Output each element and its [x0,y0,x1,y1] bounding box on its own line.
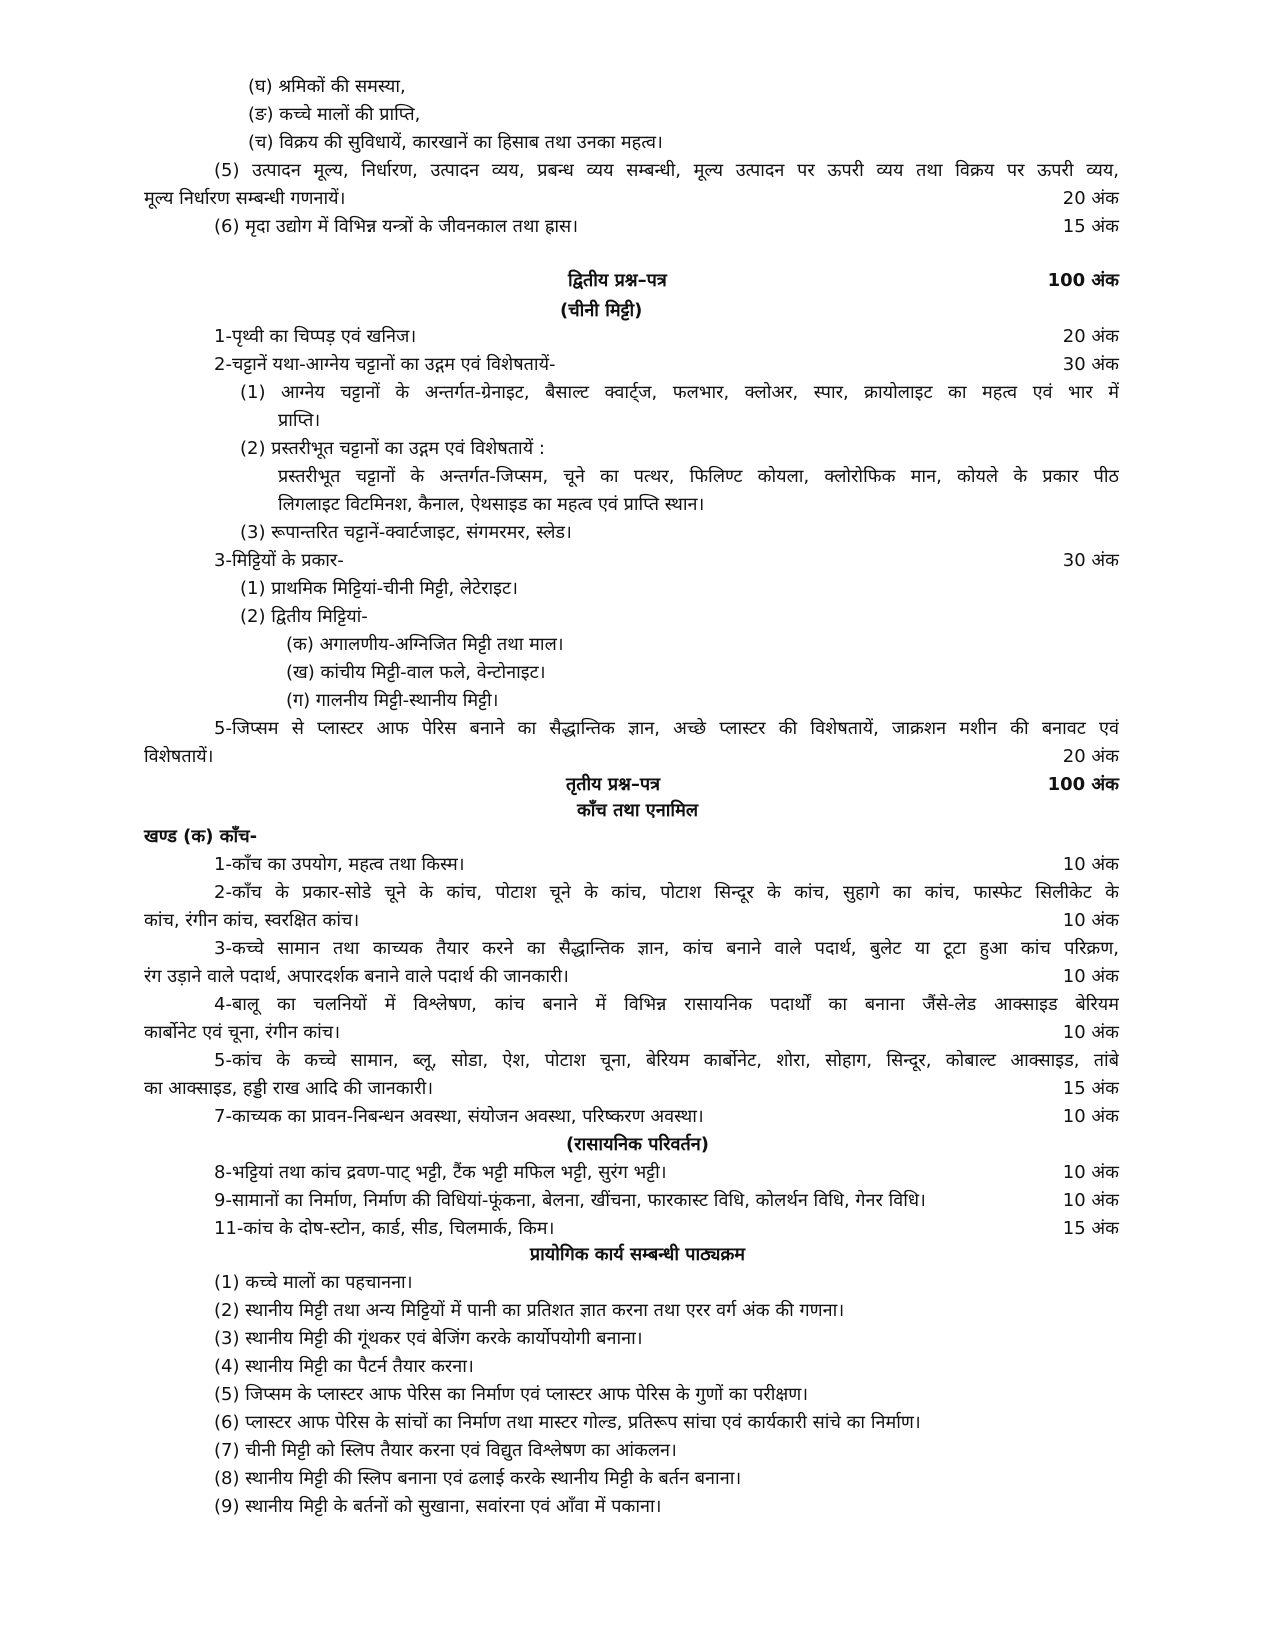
practical-item: (1) कच्चे मालों का पहचानना। [214,1272,413,1293]
p3-item-11: 11-कांच के दोष-स्टोन, कार्ड, सीड, चिलमार्क, किम। [214,1218,555,1239]
practical-item: (3) स्थानीय मिट्टी की गूंथकर एवं बेजिंग करके कार्योपयोगी बनाना। [214,1328,643,1349]
p2-item-1-marks: 20 अंक [1062,326,1119,347]
p3-item-9-marks: 10 अंक [1062,1190,1119,1211]
p3-item-2-marks: 10 अंक [1062,910,1119,931]
p2-item-5-line1: 5-जिप्सम से प्लास्टर आफ पेरिस बनाने का सैद्धान्तिक ज्ञान, अच्छे प्लास्टर की विशेषतायें, जाक्रशन मशीन की बनावट एवं [214,718,1119,739]
section-ka-heading: खण्ड (क) काँच- [144,826,258,847]
p2-item-2-marks: 30 अंक [1062,354,1119,375]
p2-item-5-line2: विशेषतायें। [144,746,214,767]
p3-item-9: 9-सामानों का निर्माण, निर्माण की विधियां-फूंकना, बेलना, खींचना, फारकास्ट विधि, कोलर्थन विधि, गेनर विधि। [214,1190,926,1211]
p3-item-5-marks: 15 अंक [1062,1078,1119,1099]
p3-item-1: 1-काँच का उपयोग, महत्व तथा किस्म। [214,854,465,875]
p2-item-2-2-line3: लिगलाइट विटमिनश, कैनाल, ऐथसाइड का महत्व एवं प्राप्ति स्थान। [278,494,705,515]
chemical-change-heading: (रासायनिक परिवर्तन) [566,1134,709,1155]
p2-item-3-2-ga: (ग) गालनीय मिट्टी-स्थानीय मिट्टी। [286,690,499,711]
p2-item-2-2: (2) प्रस्तरीभूत चट्टानों का उद्गम एवं विशेषतायें : [240,438,545,459]
paper2-title: द्वितीय प्रश्न–पत्र [568,270,667,291]
paper2-marks: 100 अंक [1047,270,1119,291]
p2-item-3: 3-मिट्टियों के प्रकार- [214,550,344,571]
practical-item: (8) स्थानीय मिट्टी की स्लिप बनाना एवं ढलाई करके स्थानीय मिट्टी के बर्तन बनाना। [214,1468,742,1489]
p3-item-8: 8-भट्टियां तथा कांच द्रवण-पाट् भट्टी, टैंक भट्टी मफिल भट्टी, सुरंग भट्टी। [214,1162,667,1183]
p3-item-8-marks: 10 अंक [1062,1162,1119,1183]
practical-heading: प्रायोगिक कार्य सम्बन्धी पाठ्यक्रम [529,1244,746,1265]
p2-item-5-marks: 20 अंक [1062,746,1119,767]
item-5-marks: 20 अंक [1062,188,1119,209]
sub-item-cha: (च) विक्रय की सुविधायें, कारखानें का हिसाब तथा उनका महत्व। [248,132,663,153]
item-5-line2: मूल्य निर्धारण सम्बन्धी गणनायें। [144,188,346,209]
p2-item-2-1-line2: प्राप्ति। [278,410,321,431]
p3-item-7: 7-काच्यक का प्रावन-निबन्धन अवस्था, संयोजन अवस्था, परिष्करण अवस्था। [214,1106,704,1127]
p3-item-1-marks: 10 अंक [1062,854,1119,875]
item-6-marks: 15 अंक [1062,216,1119,237]
p2-item-3-2: (2) द्वितीय मिट्टियां- [240,606,368,627]
p2-item-2-3: (3) रूपान्तरित चट्टानें-क्वार्टजाइट, संगमरमर, स्लेड। [240,522,572,543]
p2-item-2-2-line2: प्रस्तरीभूत चट्टानों के अन्तर्गत-जिप्सम, चूने का पत्थर, फिलिण्ट कोयला, क्लोरोफिक मान, कोयले के प्रकार पीठ [278,466,1119,487]
practical-item: (5) जिप्सम के प्लास्टर आफ पेरिस का निर्माण एवं प्लास्टर आफ पेरिस के गुणों का परीक्षण। [214,1384,809,1405]
p2-item-1: 1-पृथ्वी का चिप्पड़ एवं खनिज। [214,326,417,347]
p3-item-4-line2: कार्बोनेट एवं चूना, रंगीन कांच। [144,1022,341,1043]
p3-item-5-line2: का आक्साइड, हड्डी राख आदि की जानकारी। [144,1078,434,1099]
p2-item-3-marks: 30 अंक [1062,550,1119,571]
paper3-marks: 100 अंक [1047,774,1119,795]
practical-item: (7) चीनी मिट्टी को स्लिप तैयार करना एवं विद्युत विश्लेषण का आंकलन। [214,1440,677,1461]
p3-item-5-line1: 5-कांच के कच्चे सामान, ब्लू, सोडा, ऐश, पोटाश चूना, बेरियम कार्बोनेट, शोरा, सोहाग, सिन्दूर, कोबाल्ट आक्साइड, तांबे [214,1050,1119,1071]
p2-item-3-2-ka: (क) अगालणीय-अग्निजित मिट्टी तथा माल। [286,634,564,655]
paper3-title: तृतीय प्रश्न–पत्र [566,774,661,795]
p3-item-7-marks: 10 अंक [1062,1106,1119,1127]
paper3-subtitle: काँच तथा एनामिल [576,800,699,821]
paper2-subtitle: (चीनी मिट्टी) [560,300,643,321]
sub-item-gha: (घ) श्रमिकों की समस्या, [248,76,406,97]
p2-item-2-1-line1: (1) आग्नेय चट्टानों के अन्तर्गत-ग्रेनाइट, बैसाल्ट क्वार्ट्ज, फलभार, क्लोअर, स्पार, क्रायोलाइट का महत्व एवं भार में [240,382,1119,403]
item-6: (6) मृदा उद्योग में विभिन्न यन्त्रों के जीवनकाल तथा ह्रास। [214,216,579,237]
p3-item-2-line1: 2-काँच के प्रकार-सोडे चूने के कांच, पोटाश चूने के कांच, पोटाश सिन्दूर के कांच, सुहागे का कांच, फास्फेट सिलीकेट के [214,882,1119,903]
p3-item-4-marks: 10 अंक [1062,1022,1119,1043]
p2-item-3-2-kha: (ख) कांचीय मिट्टी-वाल फले, वेन्टोनाइट। [286,662,546,683]
p2-item-3-1: (1) प्राथमिक मिट्टियां-चीनी मिट्टी, लेटेराइट। [240,578,518,599]
practical-item: (6) प्लास्टर आफ पेरिस के सांचों का निर्माण तथा मास्टर गोल्ड, प्रतिरूप सांचा एवं कार्यकारी सांचे का निर्माण। [214,1412,921,1433]
item-5-line1: (5) उत्पादन मूल्य, निर्धारण, उत्पादन व्यय, प्रबन्ध व्यय सम्बन्धी, मूल्य उत्पादन पर ऊपरी व्यय तथा विक्रय पर ऊपरी व्यय, [214,160,1119,181]
p3-item-11-marks: 15 अंक [1062,1218,1119,1239]
p3-item-4-line1: 4-बालू का चलनियों में विश्लेषण, कांच बनाने में विभिन्न रासायनिक पदार्थों का बनाना जैंसे-लेड आक्साइड बेरियम [214,994,1119,1015]
p3-item-2-line2: कांच, रंगीन कांच, स्वरक्षित कांच। [144,910,360,931]
practical-item: (2) स्थानीय मिट्टी तथा अन्य मिट्टियों में पानी का प्रतिशत ज्ञात करना तथा एरर वर्ग अंक की गणना। [214,1300,845,1321]
p3-item-3-line1: 3-कच्चे सामान तथा काच्यक तैयार करने का सैद्धान्तिक ज्ञान, कांच बनाने वाले पदार्थ, बुलेट या टूटा हुआ कांच परिक्रण, [214,938,1119,959]
p3-item-3-marks: 10 अंक [1062,966,1119,987]
p3-item-3-line2: रंग उड़ाने वाले पदार्थ, अपारदर्शक बनाने वाले पदार्थ की जानकारी। [144,966,569,987]
sub-item-nga: (ङ) कच्चे मालों की प्राप्ति, [248,104,421,125]
p2-item-2: 2-चट्टानें यथा-आग्नेय चट्टानों का उद्गम एवं विशेषतायें- [214,354,556,375]
practical-item: (9) स्थानीय मिट्टी के बर्तनों को सुखाना, सवांरना एवं आँवा में पकाना। [214,1496,662,1517]
practical-item: (4) स्थानीय मिट्टी का पैटर्न तैयार करना। [214,1356,474,1377]
